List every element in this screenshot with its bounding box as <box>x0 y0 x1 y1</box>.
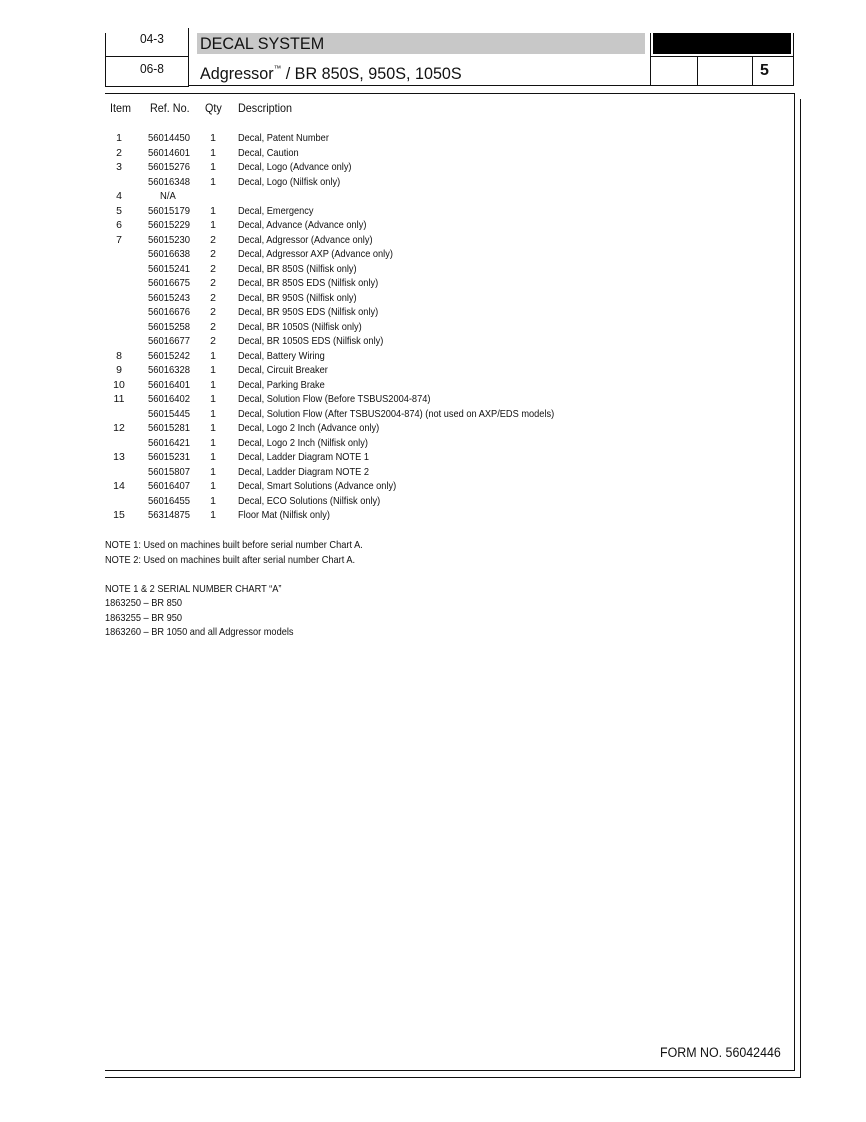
ref-number: 56016402 <box>148 393 191 405</box>
column-header-ref: Ref. No. <box>150 101 190 115</box>
description: Decal, Solution Flow (After TSBUS2004-874) (not used on AXP/EDS models) <box>238 407 555 420</box>
quantity: 2 <box>210 248 216 260</box>
serial-chart-line: 1863260 – BR 1050 and all Adgressor models <box>105 626 294 638</box>
ref-number: 56016677 <box>148 335 191 347</box>
ref-number: 56015179 <box>148 204 191 217</box>
description: Decal, Parking Brake <box>238 378 325 391</box>
serial-chart-title: NOTE 1 & 2 SERIAL NUMBER CHART “A” <box>105 582 282 595</box>
ref-number: 56015229 <box>148 219 191 231</box>
item-number: 1 <box>116 132 122 144</box>
quantity: 2 <box>210 306 216 318</box>
item-number: 11 <box>113 393 125 405</box>
header-code-hline <box>105 56 189 57</box>
header-cell-divider-1 <box>697 56 698 86</box>
header-left-border <box>105 33 106 87</box>
description: Decal, Logo 2 Inch (Nilfisk only) <box>238 436 368 449</box>
item-number: 10 <box>113 378 125 391</box>
form-number: FORM NO. 56042446 <box>660 1045 781 1060</box>
ref-number: 56015242 <box>148 349 191 362</box>
description: Decal, Logo 2 Inch (Advance only) <box>238 422 380 434</box>
ref-number: 56016638 <box>148 248 191 260</box>
description: Floor Mat (Nilfisk only) <box>238 509 330 521</box>
section-title-bar <box>197 33 645 54</box>
ref-number: 56314875 <box>148 509 191 521</box>
model-list: / BR 850S, 950S, 1050S <box>281 64 462 83</box>
item-number: 8 <box>116 349 122 362</box>
quantity: 1 <box>210 161 216 173</box>
item-number: 6 <box>116 219 122 231</box>
page-frame-right <box>794 93 795 1071</box>
ref-number: 56015230 <box>148 233 191 246</box>
quantity: 2 <box>210 320 216 333</box>
page-frame-bottom <box>105 1070 795 1071</box>
quantity: 1 <box>210 422 216 434</box>
quantity: 1 <box>210 407 216 420</box>
quantity: 1 <box>210 393 216 405</box>
item-number: 15 <box>113 509 125 521</box>
description: Decal, BR 850S (Nilfisk only) <box>238 262 357 275</box>
description: Decal, Logo (Advance only) <box>238 161 352 173</box>
description: Decal, ECO Solutions (Nilfisk only) <box>238 494 381 507</box>
section-code-top: 04-3 <box>140 31 164 46</box>
note-1: NOTE 1: Used on machines built before serial number Chart A. <box>105 539 363 551</box>
trademark-mark: ™ <box>273 64 282 73</box>
ref-number: 56015281 <box>148 422 191 434</box>
quantity: 2 <box>210 262 216 275</box>
column-header-item: Item <box>110 101 132 115</box>
ref-number: 56016328 <box>148 364 191 376</box>
ref-number: 56016675 <box>148 277 191 289</box>
description: Decal, Emergency <box>238 204 314 217</box>
page-frame-bottom-shadow <box>105 1077 801 1078</box>
description: Decal, Battery Wiring <box>238 349 325 362</box>
ref-number: N/A <box>160 190 176 202</box>
header-code-divider <box>188 28 189 87</box>
description: Decal, Circuit Breaker <box>238 364 328 376</box>
ref-number: 56014601 <box>148 146 191 159</box>
quantity: 1 <box>210 219 216 231</box>
item-number: 4 <box>116 190 122 202</box>
ref-number: 56016401 <box>148 378 191 391</box>
ref-number: 56015445 <box>148 407 191 420</box>
quantity: 1 <box>210 480 216 492</box>
page-frame-right-shadow <box>800 99 801 1078</box>
description: Decal, Advance (Advance only) <box>238 219 367 231</box>
model-brand: Adgressor <box>200 64 274 83</box>
description: Decal, BR 1050S (Nilfisk only) <box>238 320 362 333</box>
column-header-description: Description <box>238 101 293 115</box>
item-number: 13 <box>113 451 125 463</box>
header-right-divider <box>650 33 651 86</box>
item-number: 14 <box>113 480 125 492</box>
quantity: 1 <box>210 349 216 362</box>
quantity: 1 <box>210 146 216 159</box>
page-number: 5 <box>760 62 769 79</box>
ref-number: 56015258 <box>148 320 191 333</box>
header-right-hline <box>650 56 794 57</box>
description: Decal, BR 950S EDS (Nilfisk only) <box>238 306 379 318</box>
quantity: 1 <box>210 509 216 521</box>
ref-number: 56016676 <box>148 306 191 318</box>
description: Decal, BR 950S (Nilfisk only) <box>238 291 357 304</box>
ref-number: 56016455 <box>148 494 191 507</box>
column-header-qty: Qty <box>205 101 222 115</box>
quantity: 2 <box>210 277 216 289</box>
quantity: 1 <box>210 364 216 376</box>
ref-number: 56015241 <box>148 262 191 275</box>
ref-number: 56016348 <box>148 175 191 188</box>
description: Decal, BR 850S EDS (Nilfisk only) <box>238 277 379 289</box>
quantity: 1 <box>210 175 216 188</box>
section-code-bottom: 06-8 <box>140 61 164 76</box>
ref-number: 56014450 <box>148 132 191 144</box>
quantity: 1 <box>210 132 216 144</box>
description: Decal, Logo (Nilfisk only) <box>238 175 341 188</box>
description: Decal, BR 1050S EDS (Nilfisk only) <box>238 335 384 347</box>
description: Decal, Ladder Diagram NOTE 2 <box>238 465 369 478</box>
header-bottom-left <box>105 86 189 87</box>
serial-chart-line: 1863250 – BR 850 <box>105 597 183 609</box>
description: Decal, Patent Number <box>238 132 329 144</box>
quantity: 2 <box>210 291 216 304</box>
header-black-block <box>653 33 791 54</box>
item-number: 2 <box>116 146 122 159</box>
model-subtitle <box>200 58 462 85</box>
quantity: 2 <box>210 233 216 246</box>
quantity: 1 <box>210 436 216 449</box>
quantity: 1 <box>210 494 216 507</box>
ref-number: 56015231 <box>148 451 191 463</box>
ref-number: 56016421 <box>148 436 191 449</box>
description: Decal, Smart Solutions (Advance only) <box>238 480 397 492</box>
item-number: 12 <box>113 422 125 434</box>
quantity: 1 <box>210 204 216 217</box>
item-number: 7 <box>116 233 122 246</box>
item-number: 9 <box>116 364 122 376</box>
quantity: 2 <box>210 335 216 347</box>
item-number: 5 <box>116 204 122 217</box>
description: Decal, Caution <box>238 146 299 159</box>
serial-chart-line: 1863255 – BR 950 <box>105 611 183 624</box>
section-title: DECAL SYSTEM <box>200 34 325 53</box>
ref-number: 56015276 <box>148 161 191 173</box>
ref-number: 56015807 <box>148 465 191 478</box>
description: Decal, Ladder Diagram NOTE 1 <box>238 451 369 463</box>
note-2: NOTE 2: Used on machines built after serial number Chart A. <box>105 553 356 566</box>
quantity: 1 <box>210 378 216 391</box>
description: Decal, Solution Flow (Before TSBUS2004-874) <box>238 393 431 405</box>
description: Decal, Adgressor (Advance only) <box>238 233 373 246</box>
page-frame-top <box>105 93 795 94</box>
header-right-border <box>793 33 794 86</box>
description: Decal, Adgressor AXP (Advance only) <box>238 248 393 260</box>
header-bottom <box>188 85 794 86</box>
quantity: 1 <box>210 465 216 478</box>
header-cell-divider-2 <box>752 56 753 86</box>
ref-number: 56016407 <box>148 480 191 492</box>
item-number: 3 <box>116 161 122 173</box>
quantity: 1 <box>210 451 216 463</box>
ref-number: 56015243 <box>148 291 191 304</box>
